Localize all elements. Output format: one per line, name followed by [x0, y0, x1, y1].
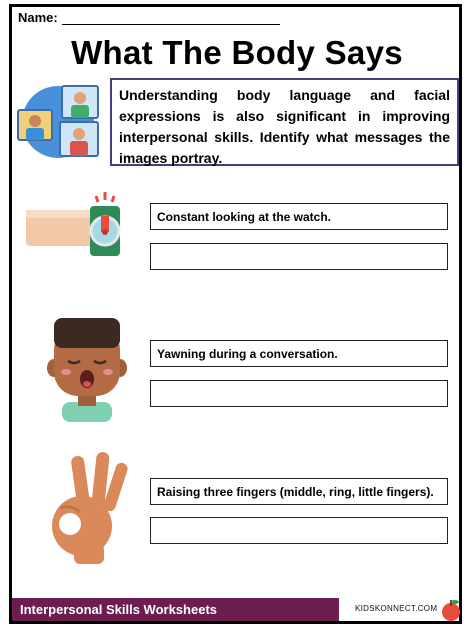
ok-hand-icon — [44, 448, 136, 566]
answer-box-1[interactable] — [150, 243, 448, 270]
brand-text: KIDSKONNECT.COM — [355, 604, 438, 613]
name-row — [18, 10, 280, 25]
prompt-box-3: Raising three fingers (middle, ring, little fingers). — [150, 478, 448, 505]
footer-banner: Interpersonal Skills Worksheets — [12, 598, 339, 621]
apple-logo-icon — [440, 598, 462, 622]
instructions-box: Understanding body language and facial expressions is also significant in improving interpersonal skills. Identify what messages the images portray. — [110, 78, 459, 166]
prompt-box-2: Yawning during a conversation. — [150, 340, 448, 367]
name-label: Name: — [18, 10, 58, 25]
video-call-icon — [14, 80, 106, 162]
name-input-line[interactable] — [62, 10, 280, 25]
answer-box-2[interactable] — [150, 380, 448, 407]
answer-box-3[interactable] — [150, 517, 448, 544]
prompt-box-1: Constant looking at the watch. — [150, 203, 448, 230]
page-title: What The Body Says — [71, 34, 403, 71]
yawning-boy-icon — [44, 316, 130, 422]
watch-wrist-icon — [26, 192, 136, 266]
